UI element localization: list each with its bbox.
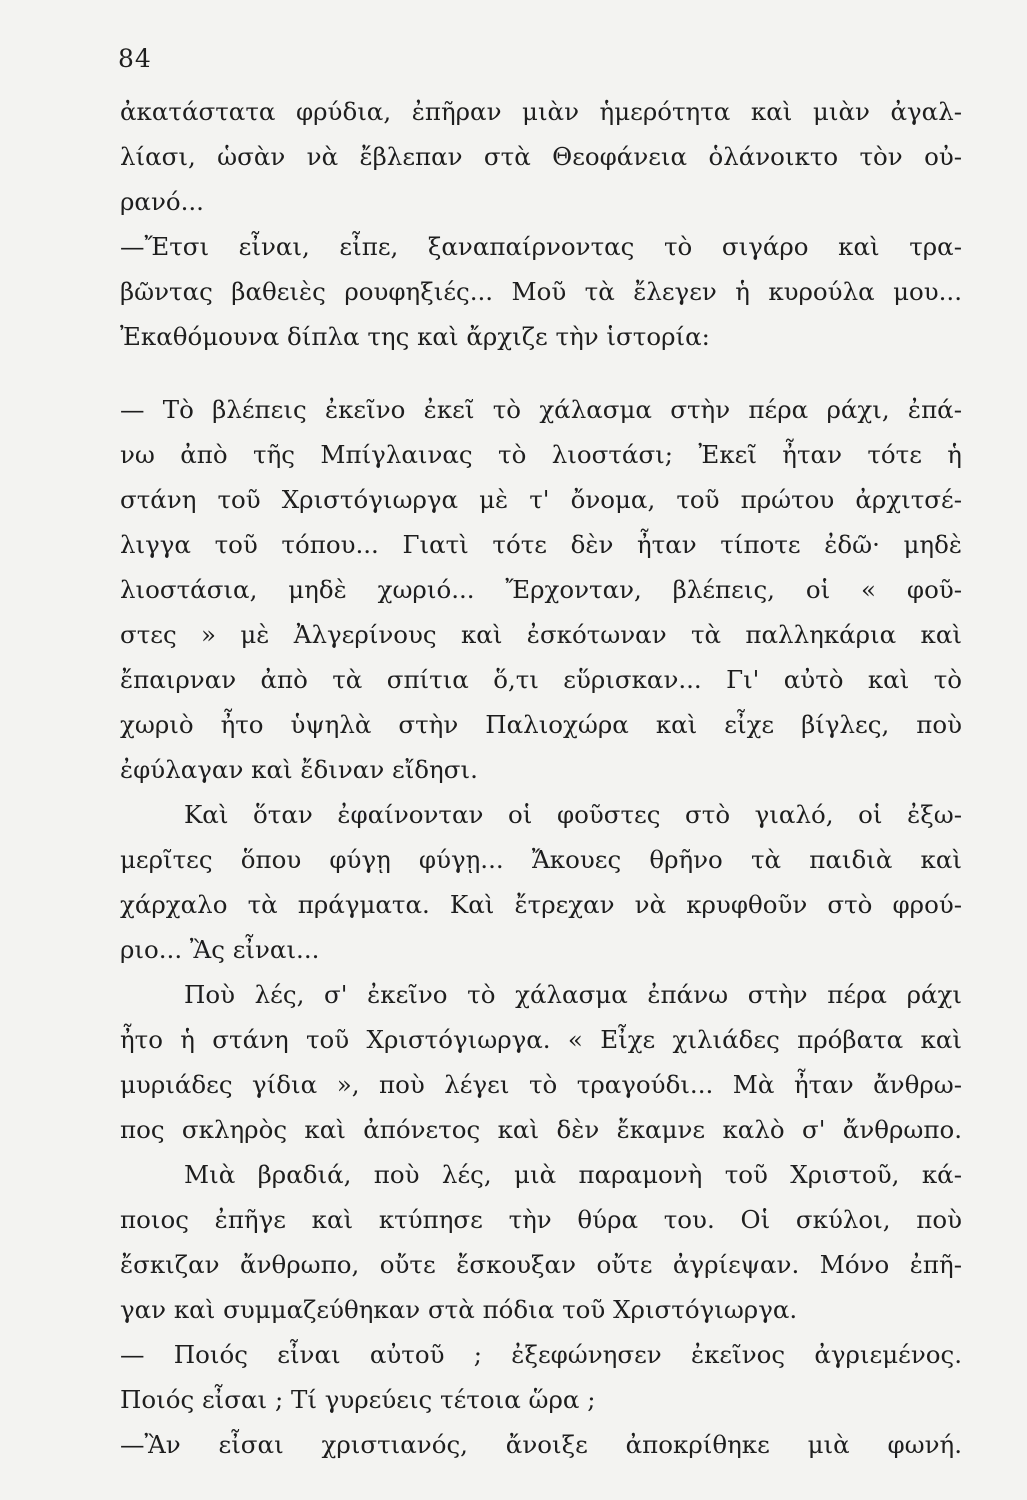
text-line: —Ἔτσι εἶναι, εἶπε, ξαναπαίρνοντας τὸ σιγάρο καὶ τρα- — [120, 232, 962, 261]
text-line: χάρχαλο τὰ πράγματα. Καὶ ἔτρεχαν νὰ κρυφθοῦν στὸ φρού- — [120, 890, 962, 919]
text-line: λίασι, ὡσὰν νὰ ἔβλεπαν στὰ Θεοφάνεια ὁλάνοικτο τὸν οὐ- — [120, 142, 962, 171]
text-line: νω ἀπὸ τῆς Μπίγλαινας τὸ λιοστάσι; Ἐκεῖ ἦταν τότε ἡ — [120, 440, 962, 469]
text-line: — Ποιός εἶναι αὐτοῦ ; ἐξεφώνησεν ἐκεῖνος ἀγριεμένος. — [120, 1340, 962, 1369]
text-line: ριο... Ἂς εἶναι... — [120, 935, 320, 964]
text-line: ἐφύλαγαν καὶ ἔδιναν εἴδησι. — [120, 755, 478, 784]
text-line: — Τὸ βλέπεις ἐκεῖνο ἐκεῖ τὸ χάλασμα στὴν πέρα ράχι, ἐπά- — [120, 395, 962, 424]
text-line: μυριάδες γίδια », ποὺ λέγει τὸ τραγούδι... Μὰ ἦταν ἄνθρω- — [120, 1070, 962, 1099]
text-line: ἀκατάστατα φρύδια, ἐπῆραν μιὰν ἡμερότητα καὶ μιὰν ἀγαλ- — [120, 97, 962, 126]
text-line: ἦτο ἡ στάνη τοῦ Χριστόγιωργα. « Εἶχε χιλιάδες πρόβατα καὶ — [120, 1025, 962, 1054]
text-line: χωριὸ ἦτο ὑψηλὰ στὴν Παλιοχώρα καὶ εἶχε βίγλες, ποὺ — [120, 710, 962, 739]
text-line: μερῖτες ὅπου φύγῃ φύγῃ... Ἄκουες θρῆνο τὰ παιδιὰ καὶ — [120, 845, 962, 874]
text-line: στες » μὲ Ἀλγερίνους καὶ ἐσκότωναν τὰ παλληκάρια καὶ — [120, 620, 962, 649]
text-line: Μιὰ βραδιά, ποὺ λές, μιὰ παραμονὴ τοῦ Χριστοῦ, κά- — [184, 1160, 962, 1189]
text-line: ποιος ἐπῆγε καὶ κτύπησε τὴν θύρα του. Οἱ σκύλοι, ποὺ — [120, 1205, 962, 1234]
text-line: λιγγα τοῦ τόπου... Γιατὶ τότε δὲν ἦταν τίποτε ἐδῶ· μηδὲ — [120, 530, 962, 559]
text-line: Ποὺ λές, σ' ἐκεῖνο τὸ χάλασμα ἐπάνω στὴν πέρα ράχι — [184, 980, 962, 1009]
text-line: βῶντας βαθειὲς ρουφηξιές... Μοῦ τὰ ἔλεγεν ἡ κυρούλα μου... — [120, 277, 962, 306]
text-line: πος σκληρὸς καὶ ἀπόνετος καὶ δὲν ἔκαμνε καλὸ σ' ἄνθρωπο. — [120, 1115, 962, 1144]
text-line: Καὶ ὅταν ἐφαίνονταν οἱ φοῦστες στὸ γιαλό, οἱ ἐξω- — [184, 800, 962, 829]
text-line: στάνη τοῦ Χριστόγιωργα μὲ τ' ὄνομα, τοῦ πρώτου ἀρχιτσέ- — [120, 485, 962, 514]
text-line: γαν καὶ συμμαζεύθηκαν στὰ πόδια τοῦ Χριστόγιωργα. — [120, 1295, 798, 1324]
text-line: —Ἂν εἶσαι χριστιανός, ἄνοιξε ἀποκρίθηκε μιὰ φωνή. — [120, 1430, 962, 1459]
text-line: ἔπαιρναν ἀπὸ τὰ σπίτια ὅ,τι εὕρισκαν... Γι' αὐτὸ καὶ τὸ — [120, 665, 962, 694]
page-number: 84 — [118, 44, 152, 73]
text-line: Ποιός εἶσαι ; Τί γυρεύεις τέτοια ὥρα ; — [120, 1385, 596, 1414]
text-line: ἔσκιζαν ἄνθρωπο, οὔτε ἔσκουξαν οὔτε ἀγρίεψαν. Μόνο ἐπῆ- — [120, 1250, 962, 1279]
text-line: Ἐκαθόμουνα δίπλα της καὶ ἄρχιζε τὴν ἱστορία: — [120, 322, 710, 351]
text-line: ρανό... — [120, 187, 204, 216]
text-line: λιοστάσια, μηδὲ χωριό... Ἔρχονταν, βλέπεις, οἱ « φοῦ- — [120, 575, 962, 604]
